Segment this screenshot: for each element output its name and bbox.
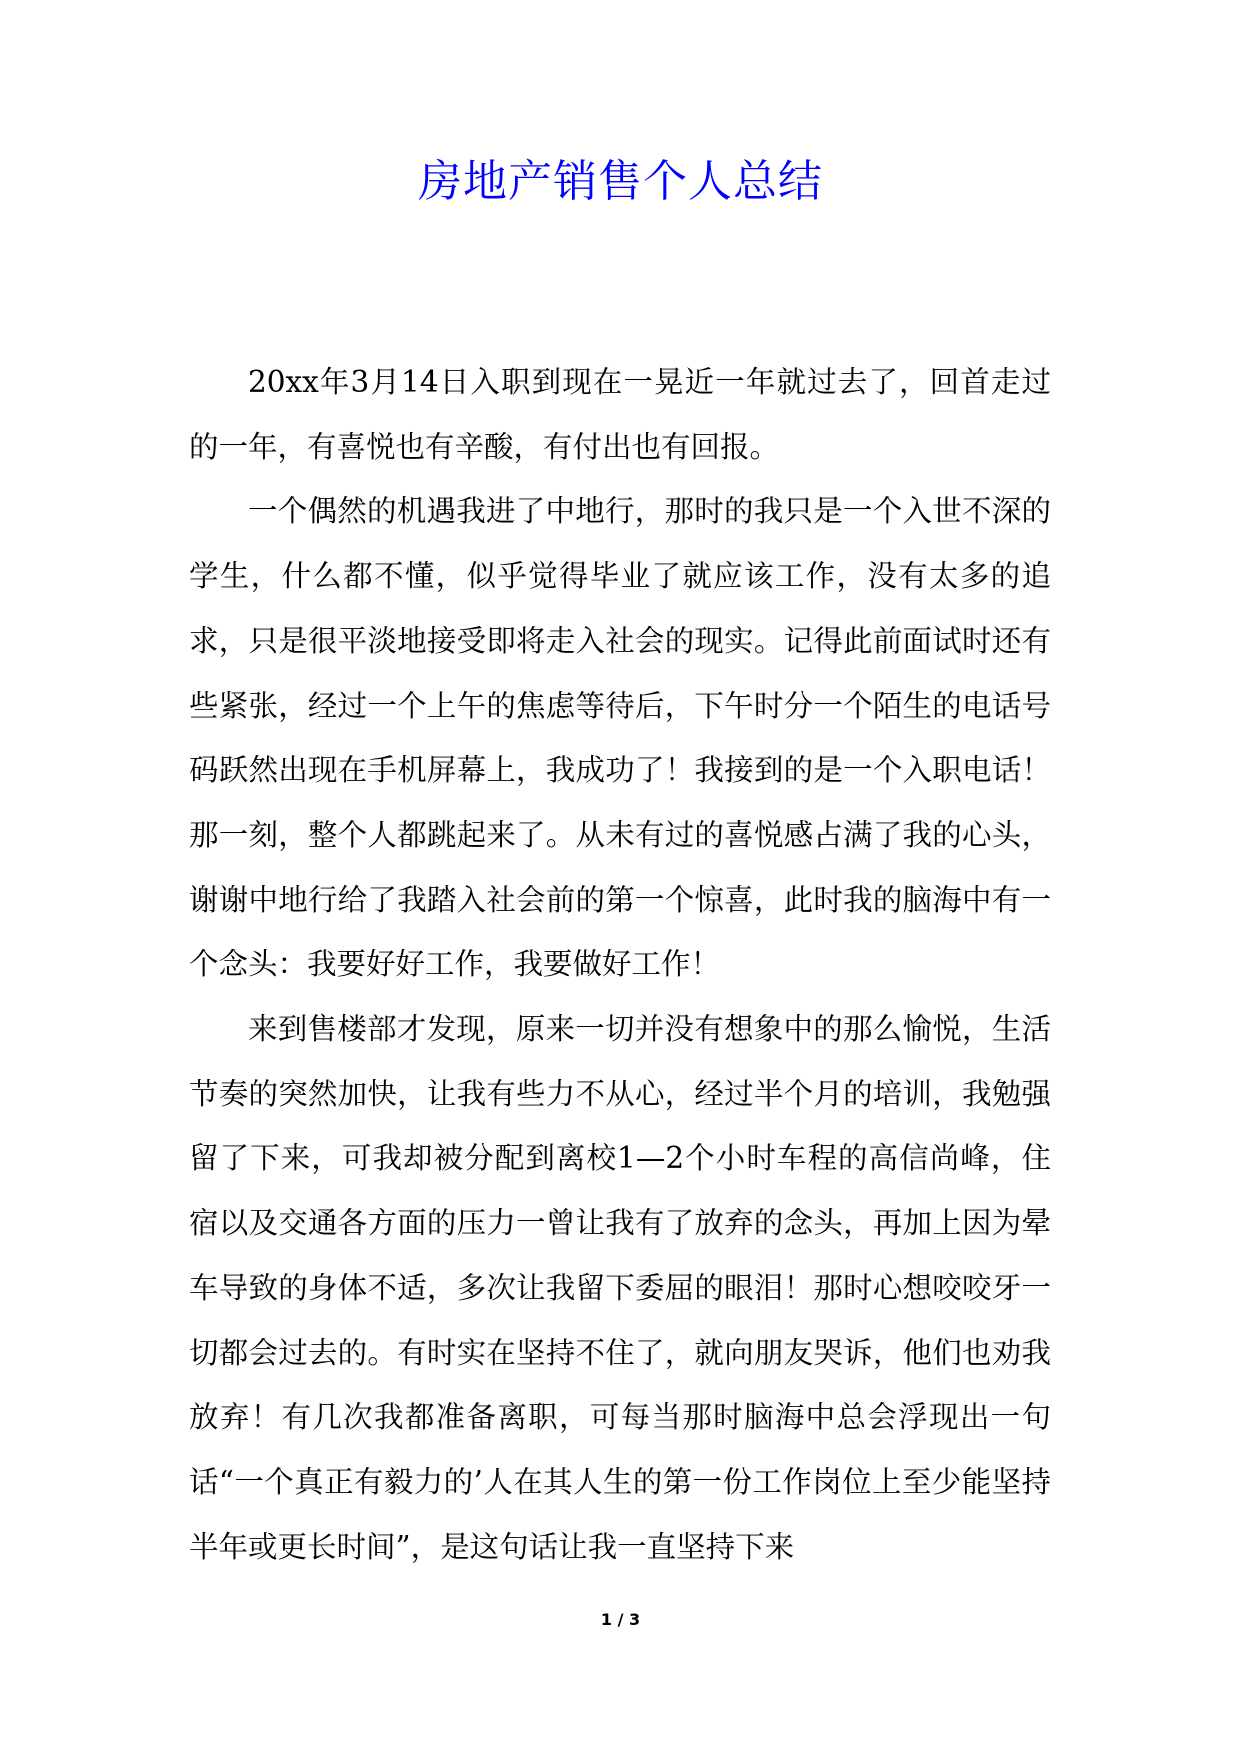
paragraph-3: 来到售楼部才发现，原来一切并没有想象中的那么愉悦，生活节奏的突然加快，让我有些力不从心，经过半个月的培训，我勉强留了下来，可我却被分配到离校1—2个小时车程的高信尚峰，住宿以及交通各方面的压力一曾让我有了放弃的念头，再加上因为晕车导致的身体不适，多次让我留下委屈的眼泪！那时心想咬咬牙一切都会过去的。有时实在坚持不住了，就向朋友哭诉，他们也劝我放弃！有几次我都准备离职，可每当那时脑海中总会浮现出一句话“一个真正有毅力的’人在其人生的第一份工作岗位上至少能坚持半年或更长时间”，是这句话让我一直坚持下来 <box>189 1012 1051 1564</box>
page-number: 1 / 3 <box>600 1610 641 1629</box>
document-title: 房地产销售个人总结 <box>418 156 823 207</box>
paragraph-2: 一个偶然的机遇我进了中地行，那时的我只是一个入世不深的学生，什么都不懂，似乎觉得毕业了就应该工作，没有太多的追求，只是很平淡地接受即将走入社会的现实。记得此前面试时还有些紧张，经过一个上午的焦虑等待后，下午时分一个陌生的电话号码跃然出现在手机屏幕上，我成功了！我接到的是一个入职电话！那一刻，整个人都跳起来了。从未有过的喜悦感占满了我的心头，谢谢中地行给了我踏入社会前的第一个惊喜，此时我的脑海中有一个念头：我要好好工作，我要做好工作！ <box>189 494 1051 982</box>
document-body <box>189 350 1051 1579</box>
paragraph-1: 20xx年3月14日入职到现在一晃近一年就过去了，回首走过的一年，有喜悦也有辛酸，有付出也有回报。 <box>189 365 1051 464</box>
